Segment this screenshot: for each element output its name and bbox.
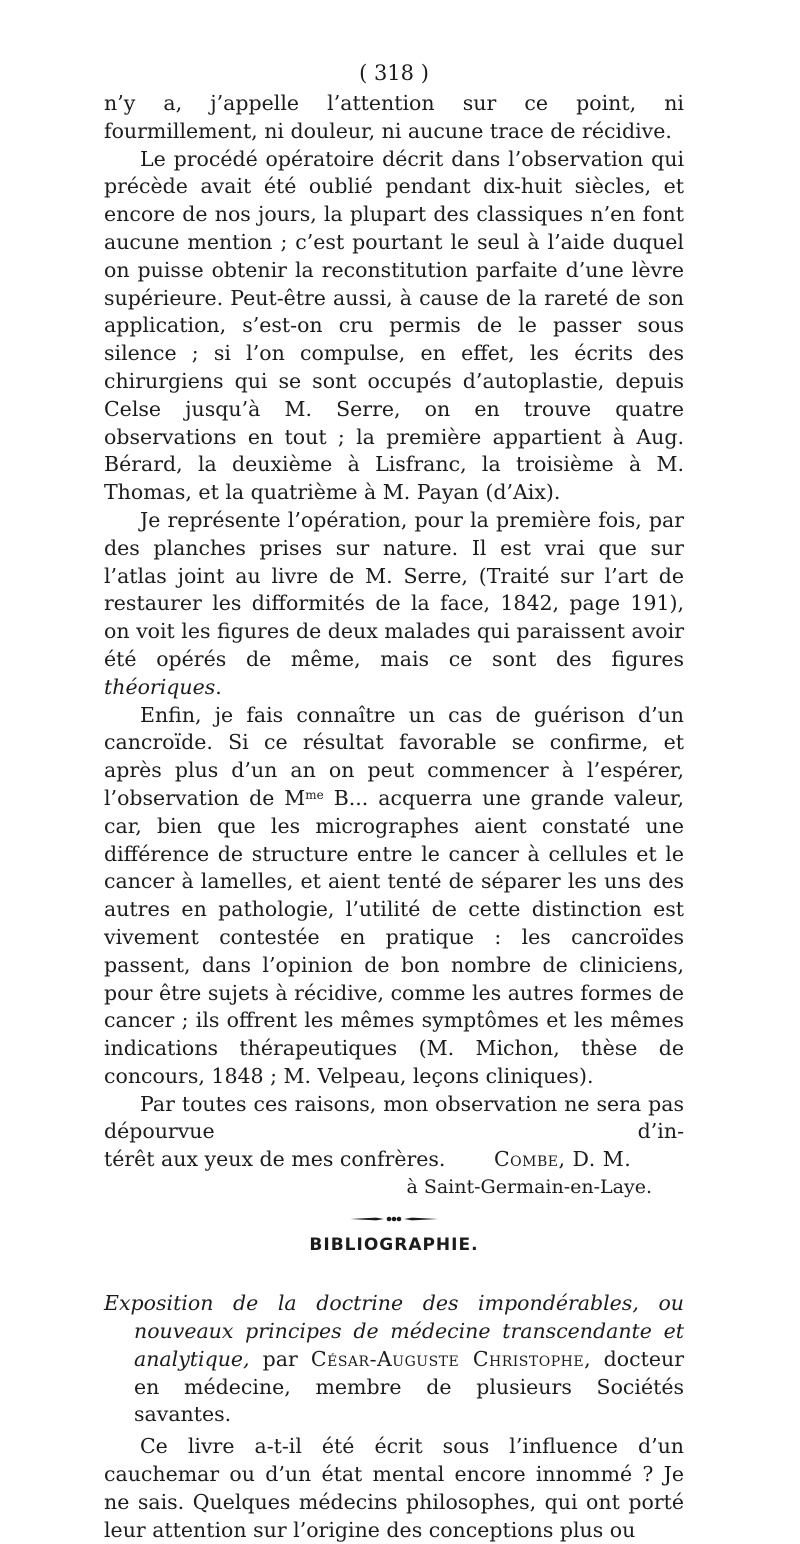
- paragraph-cancroide: [104, 702, 684, 1091]
- superscript-me: me: [305, 787, 324, 802]
- book-author: César-Auguste Christophe: [310, 1346, 585, 1371]
- paragraph-representation: [104, 507, 684, 702]
- section-heading: BIBLIOGRAPHIE.: [309, 1235, 479, 1256]
- book-author-details: , docteur en médecine, membre de plusieurs Sociétés savantes.: [134, 1346, 684, 1427]
- paragraph-review: Ce livre a-t-il été écrit sous l’influence d’un cauchemar ou d’un état mental encore innommé ? Je ne sais. Quelques médecins philosophes, qui ont porté leur attention sur l’origine des conceptions plus ou: [104, 1434, 684, 1542]
- author-signature: Combe, D. M.: [494, 1147, 632, 1172]
- paragraph-conclusion-end: térêt aux yeux de mes confrères.: [104, 1147, 446, 1172]
- ornament-divider-icon: [348, 1214, 440, 1224]
- paragraph-cancroide-text: Enfin, je fais connaître un cas de guérison d’un cancroïde. Si ce résultat favorable se confirme, et après plus d’un an on peut commencer à l’espérer, l’observation de M: [104, 702, 684, 810]
- paragraph-representation-text: Je représente l’opération, pour la première fois, par des planches prises sur nature. Il est vrai que sur l’atlas joint au livre de M. Serre, (Traité sur l’art de restaurer les difformités de la face, 1842, page 191), on voit les figures de deux malades qui paraissent avoir été opérés de même, mais ce sont des figures: [104, 507, 684, 671]
- author-place: à Saint-Germain-en-Laye.: [406, 1176, 652, 1199]
- paragraph-continuation: n’y a, j’appelle l’attention sur ce point, ni fourmillement, ni douleur, ni aucune trace de récidive.: [104, 91, 684, 143]
- bibliography-entry: [104, 1290, 684, 1429]
- page-number: ( 318 ): [359, 61, 429, 85]
- paragraph-procedure: Le procédé opératoire décrit dans l’observation qui précède avait été oublié pendant dix-huit siècles, et encore de nos jours, la plupart des classiques n’en font aucune mention ; c’est pourtant le seul à l’aide duquel on puisse obtenir la reconstitution parfaite d’une lèvre supérieure. Peut-être aussi, à cause de la rareté de son application, s’est-on cru permis de le passer sous silence ; si l’on compulse, en effet, les écrits des chirurgiens qui se sont occupés d’autoplastie, depuis Celse jusqu’à M. Serre, on en trouve quatre observations en tout ; la première appartient à Aug. Bérard, la deuxième à Lisfranc, la troisième à M. Thomas, et la quatrième à M. Payan (d’Aix).: [104, 146, 684, 505]
- signature-line: [104, 1146, 684, 1174]
- italic-theoriques: théoriques: [104, 674, 216, 699]
- book-by: par: [249, 1346, 311, 1371]
- book-title: Exposition de la doctrine des impondérables, ou nouveaux principes de médecine transcendante et analytique,: [104, 1291, 684, 1371]
- page: [104, 58, 684, 1544]
- paragraph-cancroide-rest: B... acquerra une grande valeur, car, bien que les micrographes aient constaté une différence de structure entre le cancer à cellules et le cancer à lamelles, et aient tenté de séparer les uns des autres en pathologie, l’utilité de cette distinction est vivement contestée en pratique : les cancroïdes passent, dans l’opinion de bon nombre de cliniciens, pour être sujets à récidive, comme les autres formes de cancer ; ils offrent les mêmes symptômes et les mêmes indications thérapeutiques (M. Michon, thèse de concours, 1848 ; M. Velpeau, leçons cliniques).: [104, 785, 684, 1088]
- paragraph-conclusion: Par toutes ces raisons, mon observation ne sera pas dépourvue d’in-: [104, 1091, 684, 1144]
- paragraph-representation-end: .: [215, 674, 222, 699]
